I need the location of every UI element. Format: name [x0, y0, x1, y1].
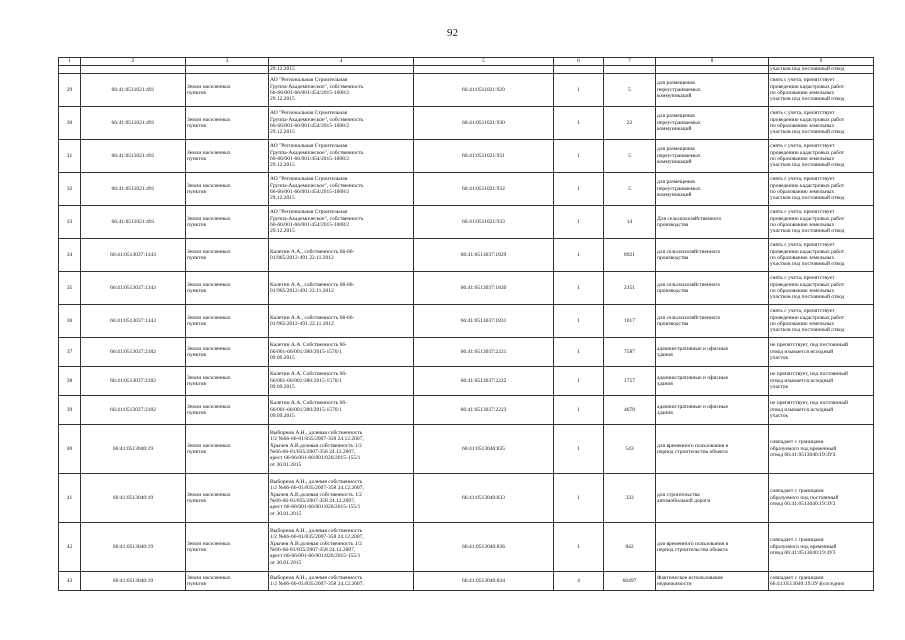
parent-cadastral-cell: 66:41:0513037:2182 — [81, 367, 186, 396]
page-number: 92 — [447, 27, 458, 39]
parent-cadastral-cell: 66:41:0513040:19 — [81, 523, 186, 572]
cadastral-number-cell: 66:41:0513040:833 — [414, 474, 554, 523]
land-category-cell: Земли населенных пунктов — [186, 272, 269, 305]
table-row — [59, 305, 874, 338]
row-number-cell: 43 — [59, 572, 81, 591]
land-plots-table — [58, 57, 874, 591]
cadastral-number-cell: 66:41:0513040:835 — [414, 425, 554, 474]
note-cell: не препятствует, под постоянный отвод изымается исходный участок — [769, 367, 874, 396]
count-cell: 1 — [554, 523, 604, 572]
cadastral-number-cell: 66:41:0513037:2222 — [414, 367, 554, 396]
parent-cadastral-cell: 66:41:0513040:19 — [81, 474, 186, 523]
table-body — [59, 66, 874, 591]
table-row — [59, 474, 874, 523]
permitted-use-cell: для размещения переустраиваемых коммуникаций — [656, 74, 769, 107]
header-cell: 8 — [656, 58, 769, 66]
permitted-use-cell: для сельскохозяйственного производства — [656, 272, 769, 305]
header-cell: 2 — [81, 58, 186, 66]
area-cell: 66497 — [604, 572, 656, 591]
land-category-cell: Земли населенных пунктов — [186, 396, 269, 425]
count-cell: 1 — [554, 338, 604, 367]
table-row — [59, 523, 874, 572]
header-row — [59, 58, 874, 66]
cadastral-number-cell: 66:41:0513040:836 — [414, 523, 554, 572]
note-cell: снять с учета, препятствует проведению кадастровых работ по образованию земельных участков под постоянный отвод — [769, 173, 874, 206]
cadastral-number-cell: 66:41:0511021:933 — [414, 206, 554, 239]
table-row — [59, 396, 874, 425]
owner-cell: 29.12.2015 — [269, 66, 414, 74]
parent-cadastral-cell: 66:41:0513037:1343 — [81, 305, 186, 338]
permitted-use-cell: для сельскохозяйственного производства — [656, 239, 769, 272]
table-row — [59, 140, 874, 173]
cadastral-number-cell: 66:41:0513037:1829 — [414, 239, 554, 272]
note-cell: снять с учета, препятствует проведению кадастровых работ по образованию земельных участков под постоянный отвод — [769, 305, 874, 338]
table-row — [59, 74, 874, 107]
row-number-cell: 33 — [59, 206, 81, 239]
header-cell: 4 — [269, 58, 414, 66]
count-cell: 1 — [554, 206, 604, 239]
header-cell: 5 — [414, 58, 554, 66]
count-cell: 1 — [554, 272, 604, 305]
parent-cadastral-cell: 66:41:0511021:491 — [81, 173, 186, 206]
parent-cadastral-cell: 66:41:0511021:491 — [81, 140, 186, 173]
table-row — [59, 272, 874, 305]
parent-cadastral-cell: 66:41:0511021:491 — [81, 74, 186, 107]
owner-cell: Выборнов А.Н., долевая собственность 1/2 №66-66-01/835/2007-358 24.12.2007, Хрычев А.В.долевая собственность 1/2 №66-66-01/835/2007-358 24.12.2007, арест 66-66/001-66/001/026/2015-155/1 от 30.01.2015 — [269, 523, 414, 572]
area-cell: 333 — [604, 474, 656, 523]
header-cell: 6 — [554, 58, 604, 66]
owner-cell: АО "Региональная Строительная Группа-Академическое", собственность 66-66/001-66/001/454/2015-1008/2 29.12.2015 — [269, 206, 414, 239]
row-number-cell: 36 — [59, 305, 81, 338]
permitted-use-cell: административные и офисные здания — [656, 338, 769, 367]
area-cell: 22 — [604, 107, 656, 140]
parent-cadastral-cell: 66:41:0511021:491 — [81, 107, 186, 140]
owner-cell: АО "Региональная Строительная Группа-Академическое", собственность 66-66/001-66/001/454/2015-1008/2 29.12.2015 — [269, 107, 414, 140]
row-number-cell: 29 — [59, 74, 81, 107]
table-row — [59, 367, 874, 396]
land-category-cell: Земли населенных пунктов — [186, 239, 269, 272]
area-cell: 5 — [604, 140, 656, 173]
note-cell: совпадает с границами 66:41:0513040:19:ЗУ4(соседних — [769, 572, 874, 591]
owner-cell: АО "Региональная Строительная Группа-Академическое", собственность 66-66/001-66/001/454/2015-1008/2 29.12.2015 — [269, 173, 414, 206]
count-cell: 1 — [554, 305, 604, 338]
note-cell: сиять с учета, препятствует проведению кадастровых работ по образованию земельных участков под постоянный отвод — [769, 74, 874, 107]
continuation-row — [59, 66, 874, 74]
land-category-cell: Земли населенных пунктов — [186, 107, 269, 140]
note-cell: снять с учета, препятствует проведению кадастровых работ по образованию земельных участков под постоянный отвод — [769, 272, 874, 305]
cadastral-number-cell: 66:41:0511021:931 — [414, 140, 554, 173]
owner-cell: АО "Региональная Строительная Группа-Академическое", собственность 66-66/001-66/001/454/2015-1008/2 29.12.2015 — [269, 140, 414, 173]
count-cell: 4 — [554, 572, 604, 591]
parent-cadastral-cell: 66:41:0513040:19 — [81, 572, 186, 591]
area-cell: 1757 — [604, 367, 656, 396]
header-cell: 9 — [769, 58, 874, 66]
count-cell: 1 — [554, 425, 604, 474]
count-cell: 1 — [554, 474, 604, 523]
area-cell: 1017 — [604, 305, 656, 338]
table-row — [59, 173, 874, 206]
note-cell: снять с учета, препятствует проведению кадастровых работ по образованию земельных участков под постоянный отвод — [769, 239, 874, 272]
area-cell: 7587 — [604, 338, 656, 367]
owner-cell: Выборнов А.Н., долевая собственность 1/2 №66-66-01/835/2007-358 24.12.2007, — [269, 572, 414, 591]
count-cell: 1 — [554, 367, 604, 396]
owner-cell: Калетин А.А., собственность 66-66- 01/965/2012-491 22.11.2012 — [269, 272, 414, 305]
header-cell: 1 — [59, 58, 81, 66]
area-cell: 543 — [604, 425, 656, 474]
parent-cadastral-cell: 66:41:0513037:2182 — [81, 338, 186, 367]
count-cell: 1 — [554, 239, 604, 272]
row-number-cell: 37 — [59, 338, 81, 367]
permitted-use-cell: Фактическое использование недвижимости — [656, 572, 769, 591]
permitted-use-cell: для сельскохозяйственного производства — [656, 305, 769, 338]
count-cell: 1 — [554, 396, 604, 425]
owner-cell: Калетин А.А. Собственность 66- 66/001-66/001/380/2015-1576/1 09.09.2015 — [269, 396, 414, 425]
owner-cell: Калетин А.А., собственность 66-66- 01/965/2012-491 22.11.2012 — [269, 305, 414, 338]
note-cell: снять с учета, препятствует проведению кадастровых работ по образованию земельных участков под постоянный отвод — [769, 107, 874, 140]
owner-cell: Выборнов А.Н., долевая собственность 1/2 №66-66-01/835/2007-358 24.12.2007, Хрычев А.В.долевая собственность 1/2 №66-66-01/835/2007-358 24.12.2007, арест 66-66/001-66/001/026/2015-155/1 от 30.01.2015 — [269, 425, 414, 474]
area-cell: 5 — [604, 74, 656, 107]
count-cell: 1 — [554, 107, 604, 140]
owner-cell: Калетин А.А. Собственность 66- 66/001-66/001/380/2015-1576/1 09.09.2015 — [269, 338, 414, 367]
row-number-cell: 35 — [59, 272, 81, 305]
row-number-cell: 32 — [59, 173, 81, 206]
row-number-cell: 34 — [59, 239, 81, 272]
area-cell: 5 — [604, 173, 656, 206]
owner-cell: Выборнов А.Н., долевая собственность 1/2 №66-66-01/835/2007-358 24.12.2007, Хрычев А.В.долевая собственность 1/2 №66-66-01/835/2007-358 24.12.2007, арест 66-66/001-66/001/026/2015-155/1 от 30.01.2015 — [269, 474, 414, 523]
cadastral-number-cell: 66:41:0513037:2223 — [414, 396, 554, 425]
permitted-use-cell: административные и офисные здания — [656, 367, 769, 396]
land-category-cell: Земли населенных пунктов — [186, 305, 269, 338]
area-cell: 14 — [604, 206, 656, 239]
row-number-cell: 40 — [59, 425, 81, 474]
permitted-use-cell: для размещения переустраиваемых коммуникаций — [656, 173, 769, 206]
land-category-cell: Земли населенных пунктов — [186, 206, 269, 239]
cadastral-number-cell: 66:41:0513037:1830 — [414, 272, 554, 305]
table-row — [59, 107, 874, 140]
parent-cadastral-cell: 66:41:0513037:1343 — [81, 272, 186, 305]
table-row — [59, 206, 874, 239]
note-cell: не препятствует, под постоянный отвод изымается исходный участок — [769, 396, 874, 425]
header-cell: 3 — [186, 58, 269, 66]
parent-cadastral-cell: 66:41:0513037:1343 — [81, 239, 186, 272]
land-category-cell: Земли населенных пунктов — [186, 74, 269, 107]
note-cell: совпадает с границами образуемого под постоянный отвод 66:41:0513040:19:ЗУ2 — [769, 474, 874, 523]
land-category-cell: Земли населенных пунктов — [186, 523, 269, 572]
row-number-cell: 38 — [59, 367, 81, 396]
table-row — [59, 425, 874, 474]
parent-cadastral-cell: 66:41:0511021:491 — [81, 206, 186, 239]
land-category-cell: Земли населенных пунктов — [186, 474, 269, 523]
cadastral-number-cell: 66:41:0511021:929 — [414, 74, 554, 107]
row-number-cell: 39 — [59, 396, 81, 425]
area-cell: 2151 — [604, 272, 656, 305]
permitted-use-cell: административные и офисные здания — [656, 396, 769, 425]
permitted-use-cell: для размещения переустраиваемых коммуникаций — [656, 140, 769, 173]
row-number-cell: 31 — [59, 140, 81, 173]
owner-cell: АО "Региональная Строительная Группа-Академическое", собственность 66-66/001-66/001/454/2015-1008/2 29.12.2015 — [269, 74, 414, 107]
note-cell: снять с учета, препятствует проведению кадастровых работ по образованию земельных участков под постоянный отвод — [769, 206, 874, 239]
note-cell: совпадает с границами образуемого под временный отвод 66:41:0513040:19:ЗУ3 — [769, 523, 874, 572]
row-number-cell: 42 — [59, 523, 81, 572]
owner-cell: Калетин А.А. Собственность 66- 66/001-66/001/380/2015-1576/1 09.09.2015 — [269, 367, 414, 396]
area-cell: 4678 — [604, 396, 656, 425]
parent-cadastral-cell: 66:41:0513040:19 — [81, 425, 186, 474]
parent-cadastral-cell: 66:41:0513037:2182 — [81, 396, 186, 425]
note-cell: не препятствует, под постоянный отвод изымается исходный участок — [769, 338, 874, 367]
cadastral-number-cell: 66:41:0511021:932 — [414, 173, 554, 206]
cadastral-number-cell: 66:41:0513037:2221 — [414, 338, 554, 367]
cadastral-number-cell: 66:41:0513040:834 — [414, 572, 554, 591]
land-category-cell: Земли населенных пунктов — [186, 572, 269, 591]
cadastral-number-cell: 66:41:0513037:1831 — [414, 305, 554, 338]
permitted-use-cell: Для сельскохозяйственного производства — [656, 206, 769, 239]
permitted-use-cell: для временного пользования в период строительства объекта — [656, 425, 769, 474]
land-category-cell: Земли населенных пунктов — [186, 140, 269, 173]
count-cell: 1 — [554, 140, 604, 173]
land-category-cell: Земли населенных пунктов — [186, 367, 269, 396]
owner-cell: Калетин А.А., собственность 66-66- 01/965/2012-491 22.11.2012 — [269, 239, 414, 272]
area-cell: 842 — [604, 523, 656, 572]
table-row — [59, 572, 874, 591]
land-category-cell: Земли населенных пунктов — [186, 425, 269, 474]
note-cell: снять с учета, препятствует проведению кадастровых работ по образованию земельных участков под постоянный отвод — [769, 140, 874, 173]
row-number-cell: 41 — [59, 474, 81, 523]
land-category-cell: Земли населенных пунктов — [186, 173, 269, 206]
header-cell: 7 — [604, 58, 656, 66]
cadastral-number-cell: 66:41:0511021:930 — [414, 107, 554, 140]
table-row — [59, 239, 874, 272]
note-cell: участков под постоянный отвод — [769, 66, 874, 74]
count-cell: 1 — [554, 173, 604, 206]
count-cell: 1 — [554, 74, 604, 107]
table-row — [59, 338, 874, 367]
permitted-use-cell: для строительства автомобильной дороги — [656, 474, 769, 523]
note-cell: совпадает с границами образуемого под временный отвод 66:41:0513040:19:ЗУ4 — [769, 425, 874, 474]
permitted-use-cell: для размещения переустраиваемых коммуникаций — [656, 107, 769, 140]
land-category-cell: Земли населенных пунктов — [186, 338, 269, 367]
area-cell: 8921 — [604, 239, 656, 272]
row-number-cell: 30 — [59, 107, 81, 140]
permitted-use-cell: для временного пользования в период строительства объекта — [656, 523, 769, 572]
